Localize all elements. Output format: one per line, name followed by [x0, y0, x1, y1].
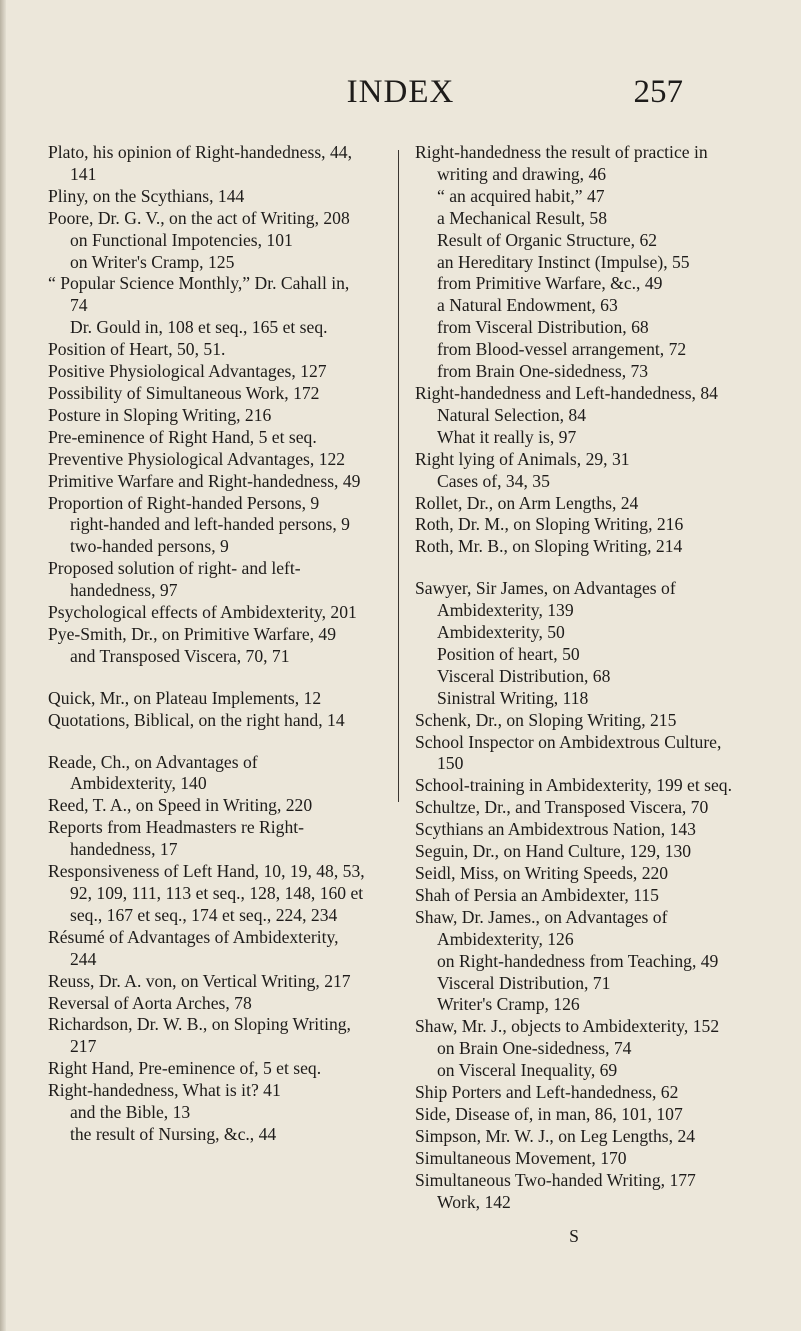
index-entry: Responsiveness of Left Hand, 10, 19, 48, 53, 92, 109, 111, 113 et seq., 128, 148, 160 et seq., 167 et seq., 174 et seq., 224, 234	[48, 861, 365, 925]
index-entry: Quotations, Biblical, on the right hand, 14	[48, 709, 345, 730]
index-entry: Poore, Dr. G. V., on the act of Writing, 208	[48, 207, 350, 228]
index-entry: Shaw, Dr. James., on Advantages of Ambidexterity, 126	[415, 906, 668, 949]
index-entry: Positive Physiological Advantages, 127	[48, 361, 327, 382]
index-entry: Right Hand, Pre-eminence of, 5 et seq.	[48, 1058, 322, 1079]
index-entry: Proportion of Right-handed Persons, 9	[48, 492, 320, 513]
index-entry: Simultaneous Movement, 170	[415, 1147, 627, 1168]
index-subentry: Sinistral Writing, 118	[437, 687, 589, 708]
index-entry: Ship Porters and Left-handedness, 62	[415, 1082, 679, 1103]
index-subentry: from Brain One-sidedness, 73	[437, 361, 649, 382]
index-entry: School-training in Ambidexterity, 199 et seq.	[415, 775, 732, 796]
index-subentry: a Mechanical Result, 58	[437, 207, 608, 228]
index-subentry: Cases of, 34, 35	[437, 470, 550, 491]
index-entry: Richardson, Dr. W. B., on Sloping Writing, 217	[48, 1014, 351, 1057]
index-entry: Simpson, Mr. W. J., on Leg Lengths, 24	[415, 1125, 696, 1146]
index-subentry: two-handed persons, 9	[70, 536, 229, 557]
index-subentry: Visceral Distribution, 68	[437, 665, 611, 686]
index-entry: Seidl, Miss, on Writing Speeds, 220	[415, 863, 669, 883]
index-entry: Pye-Smith, Dr., on Primitive Warfare, 49	[48, 623, 337, 644]
index-entry: Simultaneous Two-handed Writing, 177	[415, 1169, 696, 1190]
index-entry: Quick, Mr., on Plateau Implements, 12	[48, 687, 322, 708]
page-number: 257	[633, 74, 683, 110]
index-subentry: from Primitive Warfare, &c., 49	[437, 273, 663, 294]
index-subentry: and Transposed Viscera, 70, 71	[70, 645, 290, 666]
index-entry: Résumé of Advantages of Ambidexterity, 244	[48, 926, 339, 969]
index-entry: “ Popular Science Monthly,” Dr. Cahall in, 74	[48, 273, 350, 316]
index-entry: Pre-eminence of Right Hand, 5 et seq.	[48, 426, 317, 447]
index-entry: Schultze, Dr., and Transposed Viscera, 70	[415, 797, 709, 818]
index-entry: Roth, Dr. M., on Sloping Writing, 216	[415, 514, 684, 535]
index-entry: Possibility of Simultaneous Work, 172	[48, 382, 320, 403]
index-entry: Reade, Ch., on Advantages of Ambidexterity, 140	[48, 751, 258, 794]
index-entry: Shah of Persia an Ambidexter, 115	[415, 884, 659, 905]
index-subentry: on Visceral Inequality, 69	[437, 1060, 618, 1081]
index-entry: Psychological effects of Ambidexterity, 201	[48, 602, 357, 623]
index-subentry: “ an acquired habit,” 47	[437, 185, 605, 206]
index-subentry: on Brain One-sidedness, 74	[437, 1038, 632, 1059]
index-subentry: from Blood-vessel arrangement, 72	[437, 339, 687, 360]
index-entry: Side, Disease of, in man, 86, 101, 107	[415, 1103, 683, 1124]
index-subentry: Natural Selection, 84	[437, 404, 587, 425]
index-subentry: an Hereditary Instinct (Impulse), 55	[437, 251, 690, 272]
index-subentry: Dr. Gould in, 108 et seq., 165 et seq.	[70, 317, 328, 338]
index-entry: Rollet, Dr., on Arm Lengths, 24	[415, 492, 639, 513]
index-subentry: on Writer's Cramp, 125	[70, 251, 235, 272]
index-entry: Right lying of Animals, 29, 31	[415, 448, 630, 469]
index-entry: Reuss, Dr. A. von, on Vertical Writing, 217	[48, 970, 351, 991]
index-entry: Right-handedness, What is it? 41	[48, 1080, 281, 1101]
index-entry: Reversal of Aorta Arches, 78	[48, 992, 252, 1013]
index-entry: Plato, his opinion of Right-handedness, 44, 141	[48, 142, 352, 184]
index-column-right	[415, 142, 733, 1247]
index-entry: Schenk, Dr., on Sloping Writing, 215	[415, 709, 677, 730]
index-subentry: right-handed and left-handed persons, 9	[70, 514, 350, 535]
page-edge	[0, 0, 6, 1331]
running-head	[0, 72, 801, 116]
index-entry: Pliny, on the Scythians, 144	[48, 185, 245, 206]
index-subentry: a Natural Endowment, 63	[437, 295, 618, 316]
index-subentry: Visceral Distribution, 71	[437, 972, 611, 993]
index-entry: Reed, T. A., on Speed in Writing, 220	[48, 795, 313, 816]
index-entry: Seguin, Dr., on Hand Culture, 129, 130	[415, 841, 692, 862]
index-entry: Right-handedness and Left-handedness, 84	[415, 382, 718, 403]
index-entry: Right-handedness the result of practice in writing and drawing, 46	[415, 142, 708, 184]
index-entry: Primitive Warfare and Right-handedness, 49	[48, 470, 361, 491]
index-entry: Reports from Headmasters re Right-handedness, 17	[48, 817, 305, 860]
index-entry: Proposed solution of right- and left-handedness, 97	[48, 558, 301, 601]
index-entry: Position of Heart, 50, 51.	[48, 339, 226, 360]
index-column-left	[48, 142, 366, 1146]
index-subentry: Ambidexterity, 50	[437, 622, 565, 643]
index-entry: Roth, Mr. B., on Sloping Writing, 214	[415, 536, 683, 557]
index-subentry: Result of Organic Structure, 62	[437, 229, 658, 250]
signature-mark: S	[569, 1225, 579, 1246]
index-entry: Scythians an Ambidextrous Nation, 143	[415, 819, 696, 840]
index-entry: Posture in Sloping Writing, 216	[48, 404, 272, 425]
index-entry: Preventive Physiological Advantages, 122	[48, 448, 346, 469]
page-title: INDEX	[346, 74, 455, 110]
column-divider	[398, 150, 399, 802]
index-entry: Shaw, Mr. J., objects to Ambidexterity, 152	[415, 1016, 720, 1037]
index-entry: Sawyer, Sir James, on Advantages of Ambidexterity, 139	[415, 578, 676, 621]
index-subentry: the result of Nursing, &c., 44	[70, 1123, 277, 1144]
index-subentry: What it really is, 97	[437, 426, 577, 447]
index-subentry: Work, 142	[437, 1191, 511, 1212]
index-subentry: Position of heart, 50	[437, 643, 580, 664]
index-subentry: from Visceral Distribution, 68	[437, 317, 649, 338]
index-subentry: Writer's Cramp, 126	[437, 994, 580, 1015]
index-subentry: on Functional Impotencies, 101	[70, 229, 293, 250]
index-subentry: on Right-handedness from Teaching, 49	[437, 950, 719, 971]
index-entry: School Inspector on Ambidextrous Culture, 150	[415, 731, 722, 774]
index-subentry: and the Bible, 13	[70, 1102, 191, 1123]
